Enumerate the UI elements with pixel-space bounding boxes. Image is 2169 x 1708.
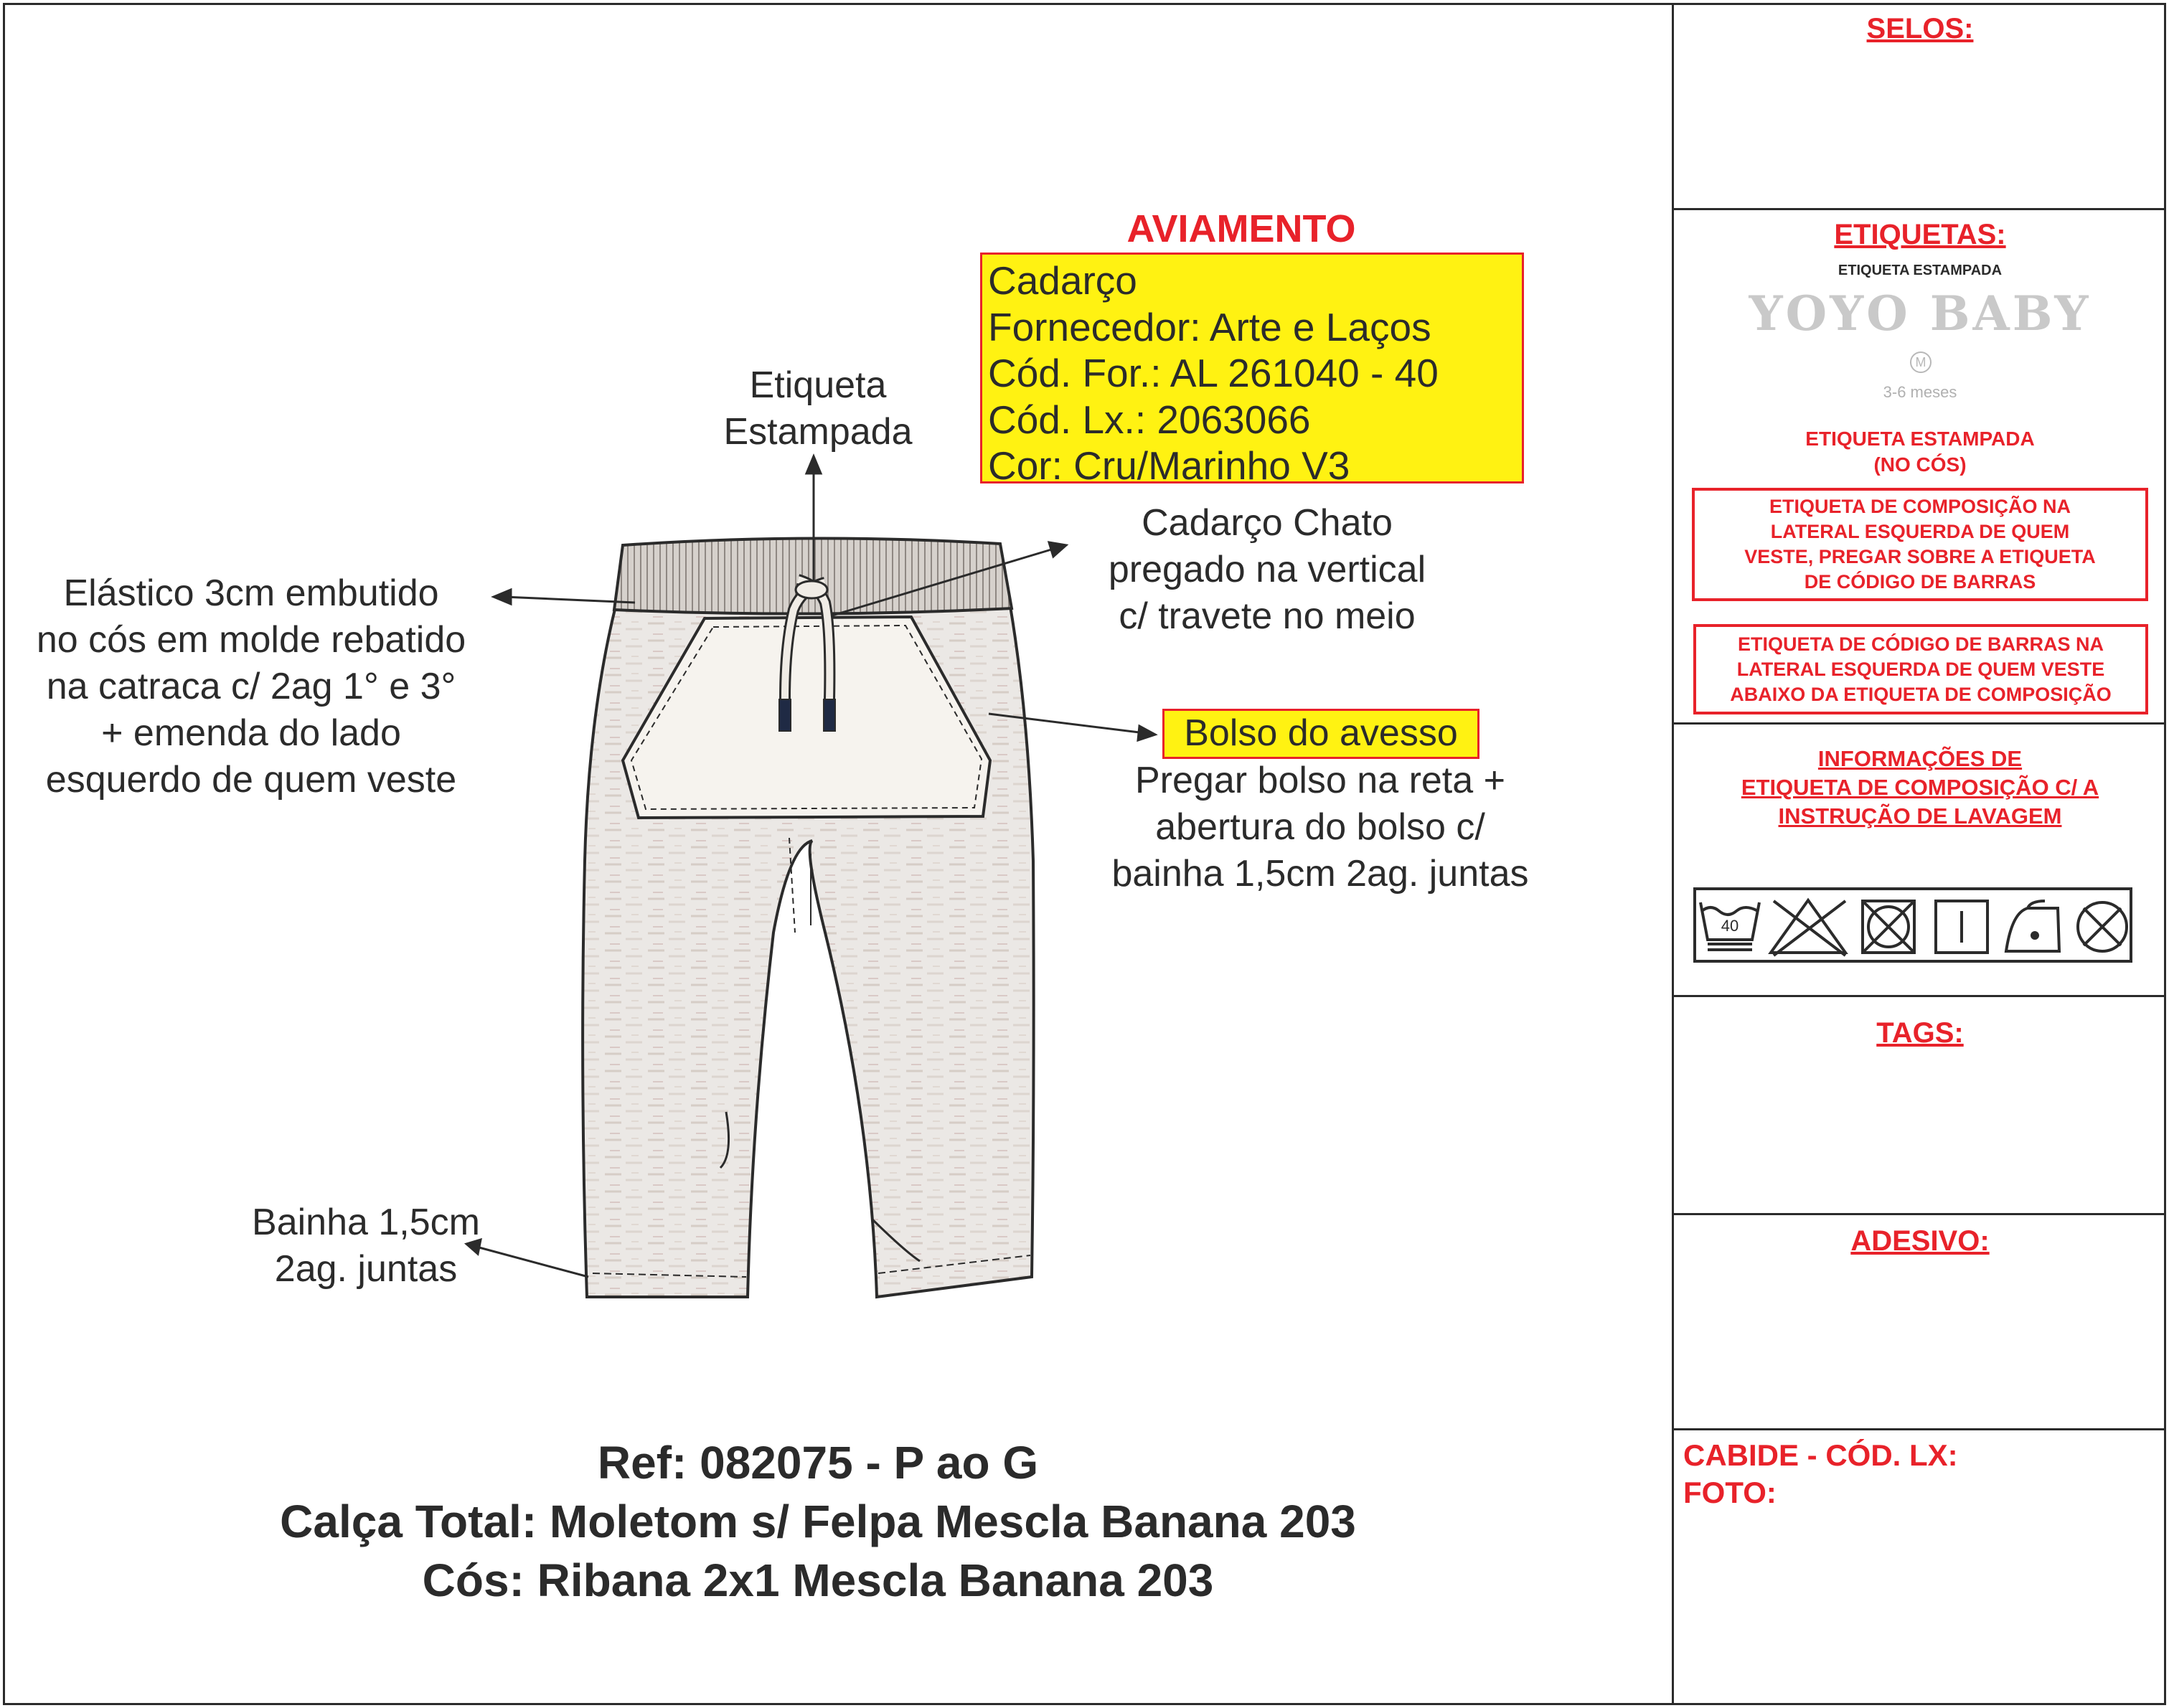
note-line: Pregar bolso na reta + bbox=[1135, 760, 1505, 801]
line-dry-icon bbox=[1936, 901, 1987, 953]
etiqueta-estampada-small: ETIQUETA ESTAMPADA bbox=[1838, 263, 2003, 278]
iron-low-icon bbox=[2006, 901, 2059, 951]
aviamento-line: Cadarço bbox=[988, 258, 1137, 303]
label-line: ABAIXO DA ETIQUETA DE COMPOSIÇÃO bbox=[1730, 683, 2112, 705]
wash-40-icon bbox=[1700, 902, 1759, 950]
aviamento-line: Cor: Cru/Marinho V3 bbox=[988, 443, 1350, 488]
waistband-line: Cós: Ribana 2x1 Mescla Banana 203 bbox=[422, 1554, 1214, 1606]
label-line: INFORMAÇÕES DE bbox=[1817, 746, 2023, 771]
etiquetas-title: ETIQUETAS: bbox=[1834, 219, 2006, 250]
no-dry-clean-icon bbox=[2078, 902, 2127, 951]
aviamento-line: Cód. Lx.: 2063066 bbox=[988, 397, 1311, 442]
no-bleach-icon bbox=[1771, 900, 1845, 956]
label-line: ETIQUETA DE COMPOSIÇÃO C/ A bbox=[1741, 775, 2099, 800]
note-line: abertura do bolso c/ bbox=[1155, 806, 1485, 848]
note-line: Estampada bbox=[723, 411, 913, 453]
note-line: na catraca c/ 2ag 1° e 3° bbox=[46, 666, 456, 707]
aviamento-line: Cód. For.: AL 261040 - 40 bbox=[988, 351, 1439, 395]
note-line: Bainha 1,5cm bbox=[252, 1202, 480, 1243]
label-line: ETIQUETA DE COMPOSIÇÃO NA bbox=[1769, 496, 2071, 517]
aviamento-title: AVIAMENTO bbox=[1126, 207, 1356, 250]
note-line: bainha 1,5cm 2ag. juntas bbox=[1111, 853, 1529, 895]
note-line: esquerdo de quem veste bbox=[45, 759, 457, 801]
selos-title: SELOS: bbox=[1866, 13, 1974, 44]
foto-label: FOTO: bbox=[1683, 1476, 1777, 1509]
tags-title: TAGS: bbox=[1876, 1017, 1964, 1049]
brand-logo: YOYO BABY bbox=[1749, 286, 2092, 341]
aviamento-line: Fornecedor: Arte e Laços bbox=[988, 304, 1431, 349]
label-line: DE CÓDIGO DE BARRAS bbox=[1804, 571, 2036, 593]
note-line: c/ travete no meio bbox=[1119, 595, 1416, 637]
label-line: ETIQUETA DE CÓDIGO DE BARRAS NA bbox=[1737, 633, 2104, 655]
label-line: ETIQUETA ESTAMPADA bbox=[1805, 428, 2035, 450]
note-line: 2ag. juntas bbox=[274, 1248, 458, 1290]
note-line: Etiqueta bbox=[749, 364, 887, 406]
label-line: (NO CÓS) bbox=[1873, 453, 1967, 476]
bolso-highlight: Bolso do avesso bbox=[1162, 709, 1479, 759]
note-line: + emenda do lado bbox=[101, 712, 401, 754]
note-line: Cadarço Chato bbox=[1142, 502, 1393, 544]
label-line: LATERAL ESQUERDA DE QUEM bbox=[1770, 521, 2070, 542]
cabide-label: CABIDE - CÓD. LX: bbox=[1683, 1438, 1958, 1472]
wash-temp-label: 40 bbox=[1721, 917, 1739, 935]
label-line: VESTE, PREGAR SOBRE A ETIQUETA bbox=[1744, 546, 2096, 567]
size-badge: M bbox=[1910, 351, 1932, 373]
no-tumble-dry-icon bbox=[1863, 901, 1914, 953]
note-line: pregado na vertical bbox=[1108, 549, 1426, 590]
adesivo-title: ADESIVO: bbox=[1850, 1225, 1990, 1257]
note-line: Elástico 3cm embutido bbox=[63, 572, 439, 614]
fabric-line: Calça Total: Moletom s/ Felpa Mescla Banana 203 bbox=[280, 1496, 1356, 1547]
label-line: INSTRUÇÃO DE LAVAGEM bbox=[1778, 803, 2062, 829]
age-label: 3-6 meses bbox=[1883, 383, 1957, 401]
label-line: LATERAL ESQUERDA DE QUEM VESTE bbox=[1736, 658, 2105, 680]
ref-line: Ref: 082075 - P ao G bbox=[597, 1437, 1039, 1488]
note-line: no cós em molde rebatido bbox=[36, 619, 466, 661]
